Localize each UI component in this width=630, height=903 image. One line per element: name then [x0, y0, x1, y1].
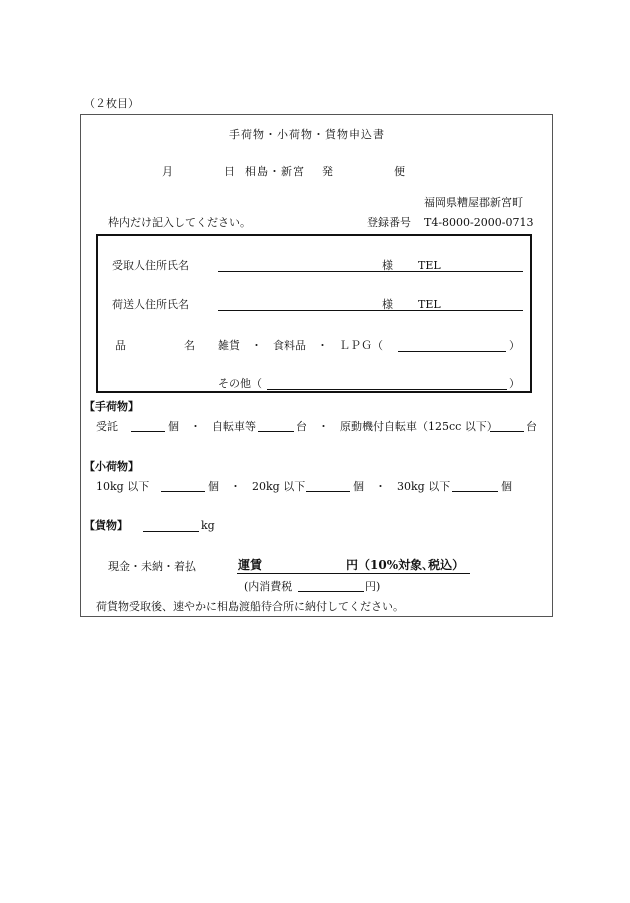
item-label-a: 品 — [115, 339, 126, 352]
depart-label: 発 — [322, 165, 333, 178]
bin-label: 便 — [394, 165, 405, 178]
hand-unit-2: 台 ・ 原動機付自転車（125cc 以下） — [296, 420, 498, 433]
payment-methods: 現金・未納・着払 — [108, 560, 196, 573]
hand-luggage-header: 【手荷物】 — [84, 400, 139, 413]
registration-label: 登録番号 — [367, 216, 411, 229]
sender-tel: TEL — [418, 298, 441, 311]
hand-unit-3: 台 — [526, 420, 537, 433]
entrust-label: 受託 — [96, 420, 118, 433]
bicycle-count-field[interactable] — [258, 431, 294, 432]
fare-yen-label: 円（10%対象､税込） — [346, 558, 465, 572]
small-10kg-field[interactable] — [161, 491, 205, 492]
entrust-count-field[interactable] — [131, 431, 165, 432]
day-label: 日 — [224, 165, 235, 178]
cargo-weight-field[interactable] — [143, 531, 199, 532]
recipient-sama: 様 — [382, 259, 393, 272]
item-label-b: 名 — [184, 339, 195, 352]
item-close-paren: ） — [509, 339, 520, 352]
small-20kg-field[interactable] — [306, 491, 350, 492]
fare-field[interactable] — [237, 573, 470, 574]
fare-label: 運賃 — [238, 558, 263, 572]
small-u2: 個 ・ 30kg 以下 — [353, 480, 451, 493]
tax-close: 円) — [365, 580, 381, 593]
recipient-tel: TEL — [418, 259, 441, 272]
sender-field[interactable] — [218, 310, 523, 311]
sender-label: 荷送人住所氏名 — [112, 298, 189, 311]
issuer: 福岡県糟屋郡新宮町 — [424, 196, 523, 209]
other-label: その他（ — [218, 377, 262, 390]
entry-box — [96, 234, 532, 393]
tax-field[interactable] — [298, 591, 364, 592]
month-label: 月 — [162, 165, 173, 178]
form-title: 手荷物・小荷物・貨物申込書 — [229, 128, 385, 141]
recipient-field[interactable] — [218, 271, 523, 272]
moped-count-field[interactable] — [490, 431, 524, 432]
sender-sama: 様 — [382, 298, 393, 311]
instruction-text: 枠内だけ記入してください。 — [108, 216, 251, 229]
other-field[interactable] — [267, 389, 507, 390]
footer-note: 荷貨物受取後、速やかに相島渡船待合所に納付してください。 — [96, 600, 404, 613]
cargo-header: 【貨物】 — [84, 519, 128, 532]
small-u1: 個 ・ 20kg 以下 — [208, 480, 306, 493]
recipient-label: 受取人住所氏名 — [112, 259, 189, 272]
small-parcel-header: 【小荷物】 — [84, 460, 139, 473]
other-close-paren: ） — [509, 377, 520, 390]
item-options: 雑貨 ・ 食料品 ・ ＬＰＧ（ — [218, 339, 383, 352]
cargo-unit: kg — [201, 519, 215, 532]
small-u3: 個 — [501, 480, 512, 493]
route-label: 相島・新宮 — [245, 165, 305, 178]
registration-number: T4-8000-2000-0713 — [424, 216, 534, 229]
small-w1: 10kg 以下 — [96, 480, 150, 493]
hand-unit-1: 個 ・ 自転車等 — [168, 420, 256, 433]
lpg-field[interactable] — [398, 351, 506, 352]
tax-open: (内消費税 — [244, 580, 293, 593]
small-30kg-field[interactable] — [452, 491, 498, 492]
sheet-label: （２枚目） — [84, 97, 139, 110]
